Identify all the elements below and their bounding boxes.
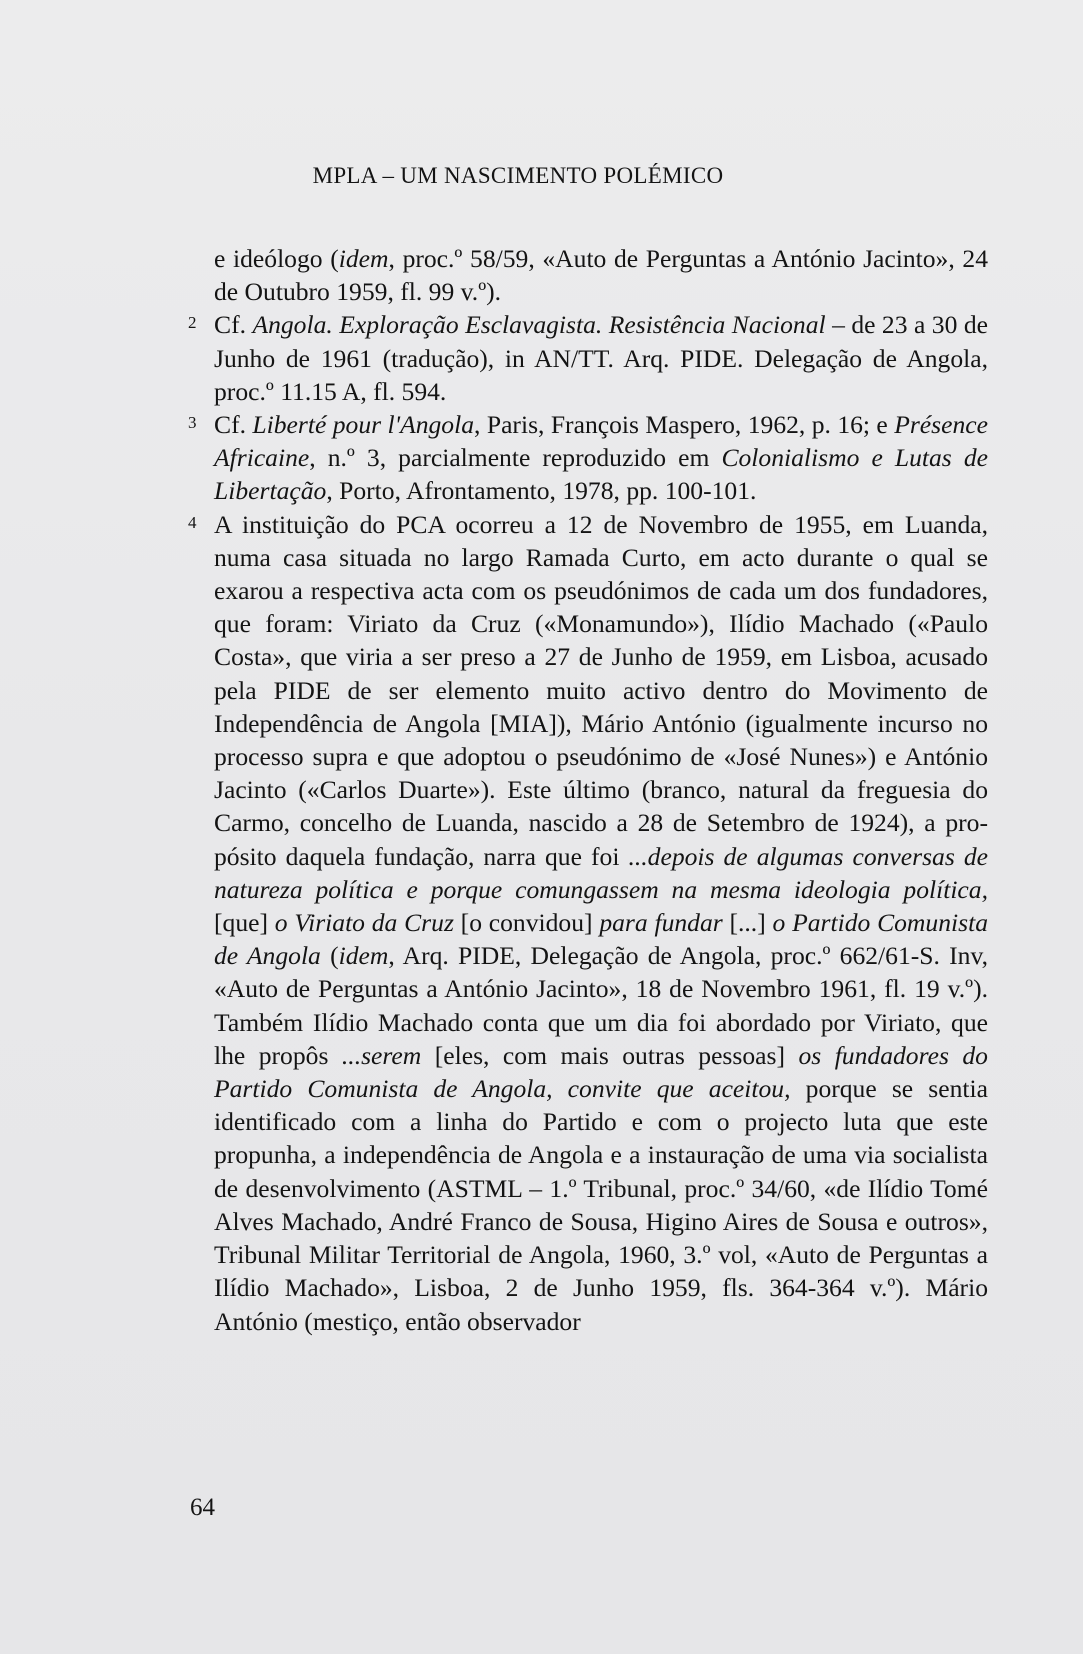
footnote-3 (188, 408, 988, 508)
note-text-segment: [...] (722, 908, 773, 938)
note-text-segment: [eles, com mais outras pessoas] (421, 1040, 799, 1070)
note-text-segment: o Partido Comunista de Angola (214, 908, 988, 971)
note-text-segment: Cf. (214, 310, 253, 340)
note-text-segment: [o convidou] (453, 908, 600, 938)
footnote-number: 3 (188, 413, 197, 433)
note-text-segment: A instituição do PCA ocorreu a 12 de Novembro de 1955, em Luanda, numa casa situada no largo Ramada Curto, em acto durante o qual se exarou a respectiva acta com os pseudónimos de cada um dos fundadores, que foram: Viriato da Cruz («Monamundo»), Ilídio Machado («Paulo Costa», que viria a ser preso a 27 de Junho de 1959, em Lisboa, acusado pela PIDE de ser elemento muito activo dentro do Movimento de Independência de Angola [MIA]), Mário António (igualmente incurso no processo supra e que adoptou o pseudónimo de «José Nunes») e António Jacinto («Carlos Duarte»). Este último (branco, natural da freguesia do Carmo, concelho de Luanda, nascido a 28 de Setembro de 1924), a propósito daquela fundação, narra que foi (214, 509, 988, 871)
note-text-segment: Cf. (214, 410, 253, 440)
footnotes (188, 242, 989, 1338)
page-number: 64 (190, 1494, 215, 1521)
footnote-continuation (214, 242, 988, 308)
footnote-number: 2 (188, 313, 197, 333)
note-text-segment: , Paris, François Maspero, 1962, p. 16; e (474, 410, 895, 440)
note-text-segment: , n.º 3, parcialmente reproduzido em (309, 443, 722, 473)
note-text-segment: os fundadores do Partido Comunista de Angola, convite que aceitou, (214, 1040, 988, 1104)
note-text-segment: Colonialismo e Lutas de Libertação (214, 443, 988, 506)
note-text-segment: o Viriato da Cruz (274, 908, 454, 938)
note-text-segment: ...serem (341, 1040, 422, 1070)
note-text-segment: Présence Africaine (214, 410, 988, 473)
note-text-segment: para fundar (599, 908, 723, 938)
footnote-4 (188, 508, 989, 1338)
note-text-segment: idem (338, 244, 389, 273)
note-text-segment: e ideólogo ( (214, 244, 339, 273)
note-text-segment: Angola. Exploração Esclavagista. Resistência Nacional (252, 310, 826, 340)
note-text-segment: , proc.º 58/59, «Auto de Perguntas a António Jacinto», 24 de Outubro 1959, fl. 99 v.º). (214, 244, 988, 307)
note-text-segment: ...depois de algumas conversas de natureza política e porque comungassem na mesma ideologia política, (214, 841, 989, 904)
running-head: MPLA – UM NASCIMENTO POLÉMICO (312, 163, 724, 188)
footnote-number: 4 (188, 512, 197, 532)
note-text-segment: ( (320, 941, 339, 971)
note-text-segment: idem (338, 941, 389, 971)
note-text-segment: , Porto, Afrontamento, 1978, pp. 100-101. (326, 476, 757, 506)
note-text-segment: , Arq. PIDE, Delegação de Angola, proc.º 662/61-S. Inv, «Auto de Perguntas a António Jacinto», 18 de Novembro 1961, fl. 19 v.º). Também Ilídio Machado conta que um dia foi abordado por Viriato, que lhe propôs (214, 941, 988, 1070)
note-text-segment: porque se sentia identificado com a linha do Partido e com o projecto luta que este propunha, a independência de Angola e a instauração de uma via socialista de desenvolvimento (ASTML – 1.º Tribunal, proc.º 34/60, «de Ilídio Tomé Alves Machado, André Franco de Sousa, Higino Aires de Sousa e outros», Tribunal Militar Territorial de Angola, 1960, 3.º vol, «Auto de Perguntas a Ilídio Machado», Lisboa, 2 de Junho 1959, fls. 364-364 v.º). Mário António (mestiço, então observador (214, 1074, 988, 1336)
footnote-2 (188, 308, 988, 408)
note-text-segment: [que] (214, 908, 275, 938)
note-text-segment: – de 23 a 30 de Junho de 1961 (tradução), in AN/TT. Arq. PIDE. Delegação de Angola, proc.º 11.15 A, fl. 594. (214, 310, 988, 406)
note-text-segment: Liberté pour l'Angola (252, 410, 475, 440)
